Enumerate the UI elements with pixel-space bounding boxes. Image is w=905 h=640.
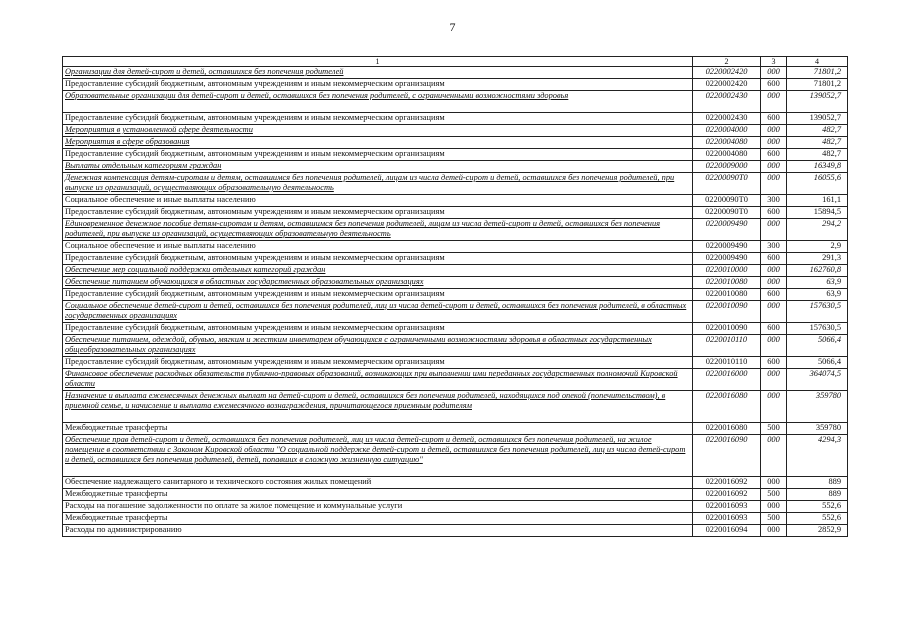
table-row (63, 423, 848, 435)
row-type-cell: 000 (761, 369, 787, 391)
row-type-cell: 000 (761, 173, 787, 195)
row-code-cell: 0220002430 (693, 113, 761, 125)
table-row (63, 149, 848, 161)
row-code-cell: 0220004080 (693, 137, 761, 149)
row-amount-cell: 2,9 (787, 241, 848, 253)
table-row (63, 525, 848, 537)
row-type-cell: 000 (761, 91, 787, 113)
table-row (63, 391, 848, 423)
row-name-cell: Финансовое обеспечение расходных обязательств публично-правовых образований, возникающих при выполнении ими переданных государственных полномочий Кировской области (63, 369, 693, 391)
row-code-cell: 0220010080 (693, 277, 761, 289)
row-type-cell: 600 (761, 289, 787, 301)
row-type-cell: 000 (761, 335, 787, 357)
table-row (63, 477, 848, 489)
row-code-cell: 02200090Т0 (693, 195, 761, 207)
row-code-cell: 0220009490 (693, 219, 761, 241)
row-code-cell: 0220009490 (693, 253, 761, 265)
row-code-cell: 0220002420 (693, 67, 761, 79)
row-code-cell: 0220004000 (693, 125, 761, 137)
row-code-cell: 0220016080 (693, 423, 761, 435)
row-type-cell: 000 (761, 501, 787, 513)
table-row (63, 253, 848, 265)
row-name-cell: Расходы по администрированию (63, 525, 693, 537)
row-type-cell: 300 (761, 241, 787, 253)
row-amount-cell: 482,7 (787, 125, 848, 137)
row-amount-cell: 359780 (787, 391, 848, 423)
table-row (63, 79, 848, 91)
row-name-cell: Обеспечение прав детей-сирот и детей, оставшихся без попечения родителей, лиц из числа детей-сирот и детей, оставшихся без попечения родителей, на жилое помещение в соответствии с Законом Кировской области "О социальной поддержке детей-сирот и детей, оставшихся без попечения родителей, лиц из числа детей-сирот и детей, оставшихся без попечения родителей, детей, попавших в сложную жизненную ситуацию" (63, 435, 693, 477)
row-type-cell: 000 (761, 67, 787, 79)
table-row (63, 195, 848, 207)
row-code-cell: 0220016092 (693, 489, 761, 501)
row-code-cell: 0220004080 (693, 149, 761, 161)
row-amount-cell: 63,9 (787, 277, 848, 289)
table-row (63, 289, 848, 301)
row-type-cell: 600 (761, 79, 787, 91)
page-number: 7 (449, 20, 456, 34)
row-code-cell: 0220009490 (693, 241, 761, 253)
row-amount-cell: 139052,7 (787, 113, 848, 125)
header-cell-2: 2 (693, 57, 761, 67)
row-name-cell: Межбюджетные трансферты (63, 513, 693, 525)
row-name-cell: Мероприятия в установленной сфере деятельности (63, 125, 693, 137)
row-code-cell: 0220010110 (693, 357, 761, 369)
row-code-cell: 0220010000 (693, 265, 761, 277)
row-amount-cell: 71801,2 (787, 67, 848, 79)
row-name-cell: Назначение и выплата ежемесячных денежных выплат на детей-сирот и детей, оставшихся без попечения родителей, находящихся под опекой (попечительством), в приемной семье, и начисление и выплата ежемесячного вознаграждения, причитающегося приемным родителям (63, 391, 693, 423)
row-code-cell: 02200090Т0 (693, 173, 761, 195)
row-name-cell: Межбюджетные трансферты (63, 423, 693, 435)
row-amount-cell: 162760,8 (787, 265, 848, 277)
row-amount-cell: 291,3 (787, 253, 848, 265)
table-row (63, 207, 848, 219)
table-header-row (63, 57, 848, 67)
table-row (63, 265, 848, 277)
row-type-cell: 600 (761, 113, 787, 125)
row-type-cell: 000 (761, 219, 787, 241)
row-name-cell: Денежная компенсация детям-сиротам и детям, оставшимся без попечения родителей, лицам из числа детей-сирот и детей, оставшихся без попечения родителей, при выпуске из организаций, осуществляющих образовательную деятельность (63, 173, 693, 195)
table-body (63, 57, 848, 537)
header-cell-4: 4 (787, 57, 848, 67)
table-row (63, 323, 848, 335)
row-code-cell: 0220016090 (693, 435, 761, 477)
row-name-cell: Выплаты отдельным категориям граждан (63, 161, 693, 173)
row-code-cell: 0220010110 (693, 335, 761, 357)
header-cell-1: 1 (63, 57, 693, 67)
row-code-cell: 02200090Т0 (693, 207, 761, 219)
row-amount-cell: 889 (787, 489, 848, 501)
row-name-cell: Социальное обеспечение и иные выплаты населению (63, 195, 693, 207)
row-name-cell: Предоставление субсидий бюджетным, автономным учреждениям и иным некоммерческим организациям (63, 253, 693, 265)
row-type-cell: 000 (761, 525, 787, 537)
row-amount-cell: 139052,7 (787, 91, 848, 113)
row-type-cell: 000 (761, 125, 787, 137)
row-amount-cell: 16055,6 (787, 173, 848, 195)
table-row (63, 335, 848, 357)
row-name-cell: Расходы на погашение задолженности по оплате за жилое помещение и коммунальные услуги (63, 501, 693, 513)
row-type-cell: 000 (761, 477, 787, 489)
row-amount-cell: 364074,5 (787, 369, 848, 391)
table-row (63, 219, 848, 241)
row-type-cell: 000 (761, 137, 787, 149)
row-name-cell: Мероприятия в сфере образования (63, 137, 693, 149)
row-type-cell: 000 (761, 161, 787, 173)
row-code-cell: 0220010080 (693, 289, 761, 301)
table-row (63, 91, 848, 113)
row-name-cell: Единовременное денежное пособие детям-сиротам и детям, оставшимся без попечения родителей, лицам из числа детей-сирот и детей, оставшихся без попечения родителей, при выпуске из организаций, осуществляющих образовательную деятельность (63, 219, 693, 241)
row-amount-cell: 889 (787, 477, 848, 489)
row-amount-cell: 482,7 (787, 137, 848, 149)
row-name-cell: Межбюджетные трансферты (63, 489, 693, 501)
row-amount-cell: 552,6 (787, 513, 848, 525)
row-code-cell: 0220016094 (693, 525, 761, 537)
row-amount-cell: 161,1 (787, 195, 848, 207)
row-name-cell: Предоставление субсидий бюджетным, автономным учреждениям и иным некоммерческим организациям (63, 289, 693, 301)
row-amount-cell: 2852,9 (787, 525, 848, 537)
table-row (63, 113, 848, 125)
row-name-cell: Образовательные организации для детей-сирот и детей, оставшихся без попечения родителей, с ограниченными возможностями здоровья (63, 91, 693, 113)
row-amount-cell: 157630,5 (787, 323, 848, 335)
table-row (63, 173, 848, 195)
row-code-cell: 0220010090 (693, 323, 761, 335)
row-type-cell: 000 (761, 435, 787, 477)
row-type-cell: 600 (761, 357, 787, 369)
row-amount-cell: 482,7 (787, 149, 848, 161)
table-row (63, 277, 848, 289)
row-amount-cell: 294,2 (787, 219, 848, 241)
row-amount-cell: 15894,5 (787, 207, 848, 219)
row-name-cell: Социальное обеспечение детей-сирот и детей, оставшихся без попечения родителей, лиц из числа детей-сирот и детей, оставшихся без попечения родителей, в областных государственных организациях (63, 301, 693, 323)
row-type-cell: 000 (761, 265, 787, 277)
row-name-cell: Социальное обеспечение и иные выплаты населению (63, 241, 693, 253)
table-row (63, 125, 848, 137)
row-type-cell: 500 (761, 513, 787, 525)
header-cell-3: 3 (761, 57, 787, 67)
row-name-cell: Обеспечение питанием обучающихся в областных государственных образовательных организациях (63, 277, 693, 289)
table-row (63, 161, 848, 173)
table-row (63, 489, 848, 501)
row-code-cell: 0220016093 (693, 513, 761, 525)
row-amount-cell: 5066,4 (787, 335, 848, 357)
table-row (63, 67, 848, 79)
row-code-cell: 0220010090 (693, 301, 761, 323)
table-row (63, 501, 848, 513)
row-amount-cell: 157630,5 (787, 301, 848, 323)
budget-table (62, 56, 848, 537)
row-code-cell: 0220009000 (693, 161, 761, 173)
row-code-cell: 0220016092 (693, 477, 761, 489)
row-name-cell: Предоставление субсидий бюджетным, автономным учреждениям и иным некоммерческим организациям (63, 207, 693, 219)
table-row (63, 357, 848, 369)
table-row (63, 241, 848, 253)
table-row (63, 369, 848, 391)
row-code-cell: 0220002430 (693, 91, 761, 113)
row-name-cell: Предоставление субсидий бюджетным, автономным учреждениям и иным некоммерческим организациям (63, 323, 693, 335)
row-amount-cell: 359780 (787, 423, 848, 435)
row-name-cell: Обеспечение питанием, одеждой, обувью, мягким и жестким инвентарем обучающихся с ограниченными возможностями здоровья в областных государственных общеобразовательных организациях (63, 335, 693, 357)
row-code-cell: 0220016080 (693, 391, 761, 423)
row-name-cell: Предоставление субсидий бюджетным, автономным учреждениям и иным некоммерческим организациям (63, 357, 693, 369)
row-type-cell: 000 (761, 301, 787, 323)
row-name-cell: Предоставление субсидий бюджетным, автономным учреждениям и иным некоммерческим организациям (63, 113, 693, 125)
table-row (63, 301, 848, 323)
row-name-cell: Организации для детей-сирот и детей, оставшихся без попечения родителей (63, 67, 693, 79)
row-type-cell: 600 (761, 149, 787, 161)
row-amount-cell: 71801,2 (787, 79, 848, 91)
row-code-cell: 0220002420 (693, 79, 761, 91)
row-type-cell: 000 (761, 277, 787, 289)
table-row (63, 513, 848, 525)
row-name-cell: Обеспечение мер социальной поддержки отдельных категорий граждан (63, 265, 693, 277)
row-name-cell: Предоставление субсидий бюджетным, автономным учреждениям и иным некоммерческим организациям (63, 149, 693, 161)
row-code-cell: 0220016000 (693, 369, 761, 391)
row-amount-cell: 63,9 (787, 289, 848, 301)
table-row (63, 137, 848, 149)
row-name-cell: Обеспечение надлежащего санитарного и технического состояния жилых помещений (63, 477, 693, 489)
row-amount-cell: 4294,3 (787, 435, 848, 477)
row-amount-cell: 5066,4 (787, 357, 848, 369)
row-amount-cell: 552,6 (787, 501, 848, 513)
row-amount-cell: 16349,8 (787, 161, 848, 173)
row-code-cell: 0220016093 (693, 501, 761, 513)
row-type-cell: 300 (761, 195, 787, 207)
row-type-cell: 600 (761, 323, 787, 335)
row-type-cell: 600 (761, 253, 787, 265)
row-type-cell: 000 (761, 391, 787, 423)
table-row (63, 435, 848, 477)
row-type-cell: 500 (761, 423, 787, 435)
row-name-cell: Предоставление субсидий бюджетным, автономным учреждениям и иным некоммерческим организациям (63, 79, 693, 91)
row-type-cell: 600 (761, 207, 787, 219)
row-type-cell: 500 (761, 489, 787, 501)
